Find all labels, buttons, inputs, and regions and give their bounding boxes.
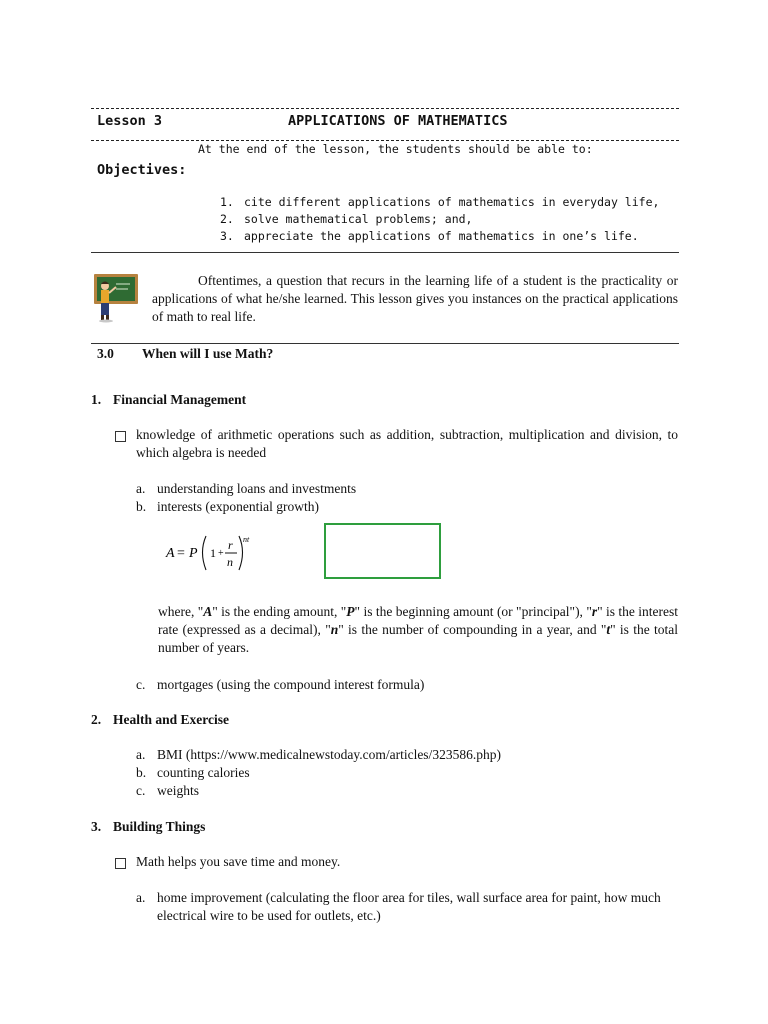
formula-n: n	[227, 555, 233, 569]
objective-item	[220, 229, 659, 246]
objectives-divider	[91, 252, 679, 253]
topic-heading-financial	[91, 391, 246, 409]
list-item	[136, 676, 424, 694]
var-P: P	[346, 604, 355, 619]
formula-A: A	[166, 546, 175, 561]
where-text: " is the ending amount, "	[212, 604, 347, 619]
topic-title: Financial Management	[113, 392, 247, 407]
list-item	[136, 889, 666, 925]
list-item-text: understanding loans and investments	[157, 481, 357, 496]
formula-P: P	[189, 546, 198, 561]
square-bullet-icon	[115, 429, 126, 447]
topic-title: Health and Exercise	[113, 712, 229, 727]
where-text: " is the interest rate (expressed as a decimal), "	[158, 604, 678, 637]
header-top-rule	[91, 108, 679, 109]
square-bullet-icon	[115, 856, 126, 874]
formula-r: r	[228, 538, 233, 552]
list-item	[136, 782, 501, 800]
formula-explanation	[158, 603, 678, 657]
var-n: n	[330, 622, 339, 637]
topic-title: Building Things	[113, 819, 206, 834]
objective-item	[220, 212, 659, 229]
objective-number: 1.	[220, 195, 234, 209]
list-item-text: weights	[157, 783, 199, 798]
answer-box	[324, 523, 441, 579]
list-marker: b.	[136, 765, 147, 780]
formula-equals: =	[177, 546, 185, 561]
topic-heading-building	[91, 818, 205, 836]
intro-paragraph	[152, 272, 678, 326]
where-text: where, "	[158, 604, 204, 619]
list-marker: b.	[136, 499, 147, 514]
topic-number: 3.	[91, 819, 102, 834]
building-bullet-text: Math helps you save time and money.	[136, 854, 341, 869]
header-bottom-rule	[91, 140, 679, 141]
section-title: When will I use Math?	[142, 346, 274, 361]
list-item-text: mortgages (using the compound interest formula)	[157, 677, 425, 692]
formula-one: 1	[210, 546, 216, 560]
health-list	[136, 746, 501, 800]
objective-number: 2.	[220, 212, 234, 226]
list-marker: c.	[136, 783, 146, 798]
intro-paragraph-text: Oftentimes, a question that recurs in the learning life of a student is the practicality or applications of what he/she learned. This lesson gives you instances on the practical applications of math to real life.	[152, 273, 678, 324]
var-t: t	[606, 622, 611, 637]
list-item	[136, 764, 501, 782]
financial-bullet-text: knowledge of arithmetic operations such as addition, subtraction, multiplication and division, to which algebra is needed	[136, 427, 678, 460]
list-item-text: home improvement (calculating the floor area for tiles, wall surface area for paint, how much electrical wire to be used for outlets, etc.)	[157, 890, 661, 923]
list-marker: a.	[136, 890, 146, 905]
objectives-list	[220, 195, 659, 246]
formula-plus: +	[218, 548, 224, 559]
list-marker: a.	[136, 747, 146, 762]
list-item-text: counting calories	[157, 765, 250, 780]
objective-text: cite different applications of mathematics in everyday life,	[244, 195, 660, 209]
lesson-title: APPLICATIONS OF MATHEMATICS	[288, 113, 508, 129]
topic-number: 1.	[91, 392, 102, 407]
list-item-text: BMI (https://www.medicalnewstoday.com/articles/323586.php)	[157, 747, 501, 762]
list-item	[136, 480, 356, 498]
objective-item	[220, 195, 659, 212]
list-item-text: interests (exponential growth)	[157, 499, 319, 514]
formula-exponent: nt	[243, 535, 250, 544]
var-A: A	[203, 604, 213, 619]
objectives-intro: At the end of the lesson, the students should be able to:	[198, 142, 593, 156]
lesson-label: Lesson 3	[97, 113, 163, 129]
objectives-heading: Objectives:	[97, 162, 187, 178]
financial-list	[136, 480, 356, 516]
teacher-at-chalkboard-icon	[92, 272, 140, 324]
section-number: 3.0	[97, 346, 114, 361]
list-item	[136, 746, 501, 764]
objective-text: appreciate the applications of mathematics in one’s life.	[244, 229, 639, 243]
section-divider	[91, 343, 679, 344]
list-marker: a.	[136, 481, 146, 496]
where-text: " is the number of compounding in a year, and "	[338, 622, 607, 637]
topic-heading-health	[91, 711, 229, 729]
compound-interest-formula	[165, 530, 255, 578]
var-r: r	[591, 604, 598, 619]
list-marker: c.	[136, 677, 146, 692]
list-item	[136, 498, 356, 516]
where-text: " is the total number of years.	[158, 622, 678, 655]
topic-number: 2.	[91, 712, 102, 727]
objective-number: 3.	[220, 229, 234, 243]
where-text: " is the beginning amount (or "principal"), "	[354, 604, 592, 619]
section-heading	[97, 345, 273, 363]
objective-text: solve mathematical problems; and,	[244, 212, 473, 226]
